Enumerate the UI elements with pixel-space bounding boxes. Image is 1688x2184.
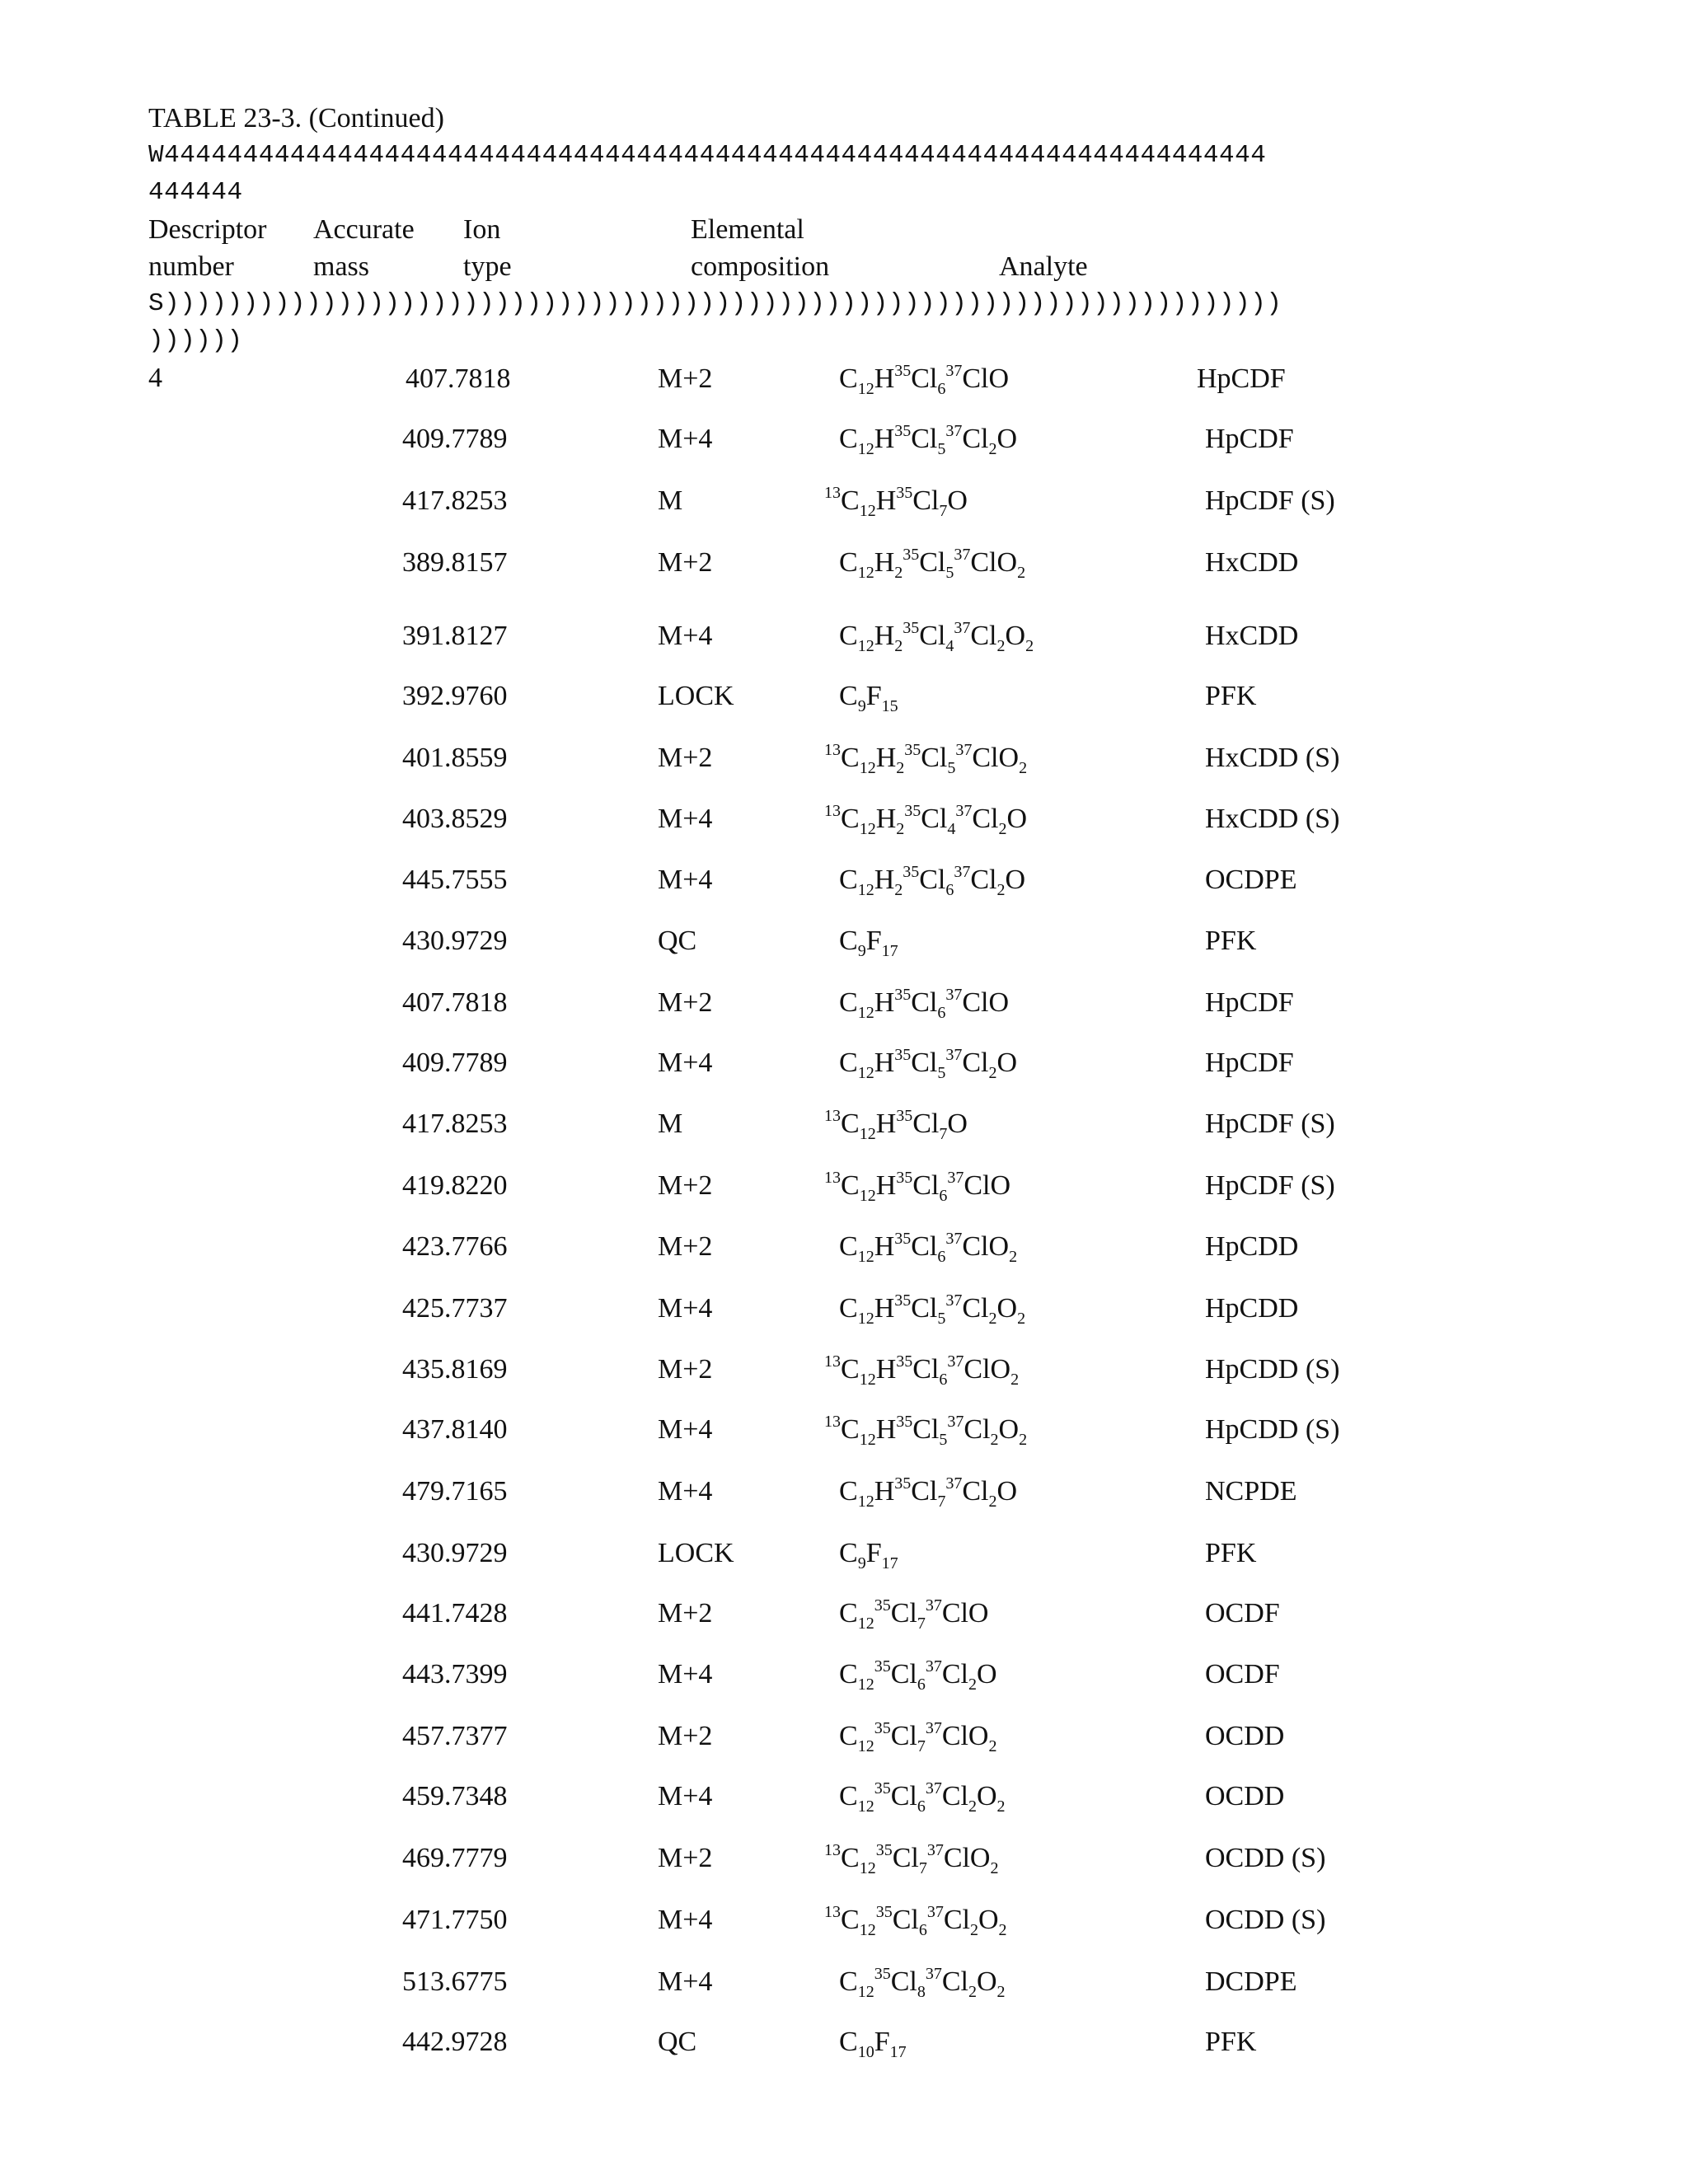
ion-type-cell: M+4 — [658, 424, 713, 454]
accurate-mass-cell: 443.7399 — [402, 1659, 508, 1690]
accurate-mass-cell: 425.7737 — [402, 1293, 508, 1324]
table-row — [0, 620, 1688, 656]
accurate-mass-cell: 479.7165 — [402, 1476, 508, 1507]
ion-type-cell: M+2 — [658, 1354, 713, 1385]
table-row — [0, 1292, 1688, 1329]
elemental-composition-cell: $C_{12}H^{35}Cl_6^{37}ClO$ — [839, 986, 1010, 1022]
ion-type-cell: M+2 — [658, 363, 713, 394]
ion-type-cell: M+4 — [658, 1966, 713, 1997]
table-row — [0, 1230, 1688, 1267]
table-row — [0, 1169, 1688, 1206]
ion-type-cell: LOCK — [658, 681, 734, 711]
elemental-composition-cell: $C_9F_{17}$ — [839, 926, 898, 960]
accurate-mass-cell: 471.7750 — [402, 1905, 508, 1935]
elemental-composition-cell: $^{13}C_{12}H^{35}Cl_5^{37}Cl_2O_2$ — [824, 1413, 1028, 1449]
elemental-composition-cell: $C_{12}H^{35}Cl_6^{37}ClO$ — [839, 362, 1010, 398]
elemental-composition-cell: $^{13}C_{12}^{35}Cl_6^{37}Cl_2O_2$ — [824, 1903, 1007, 1939]
accurate-mass-cell: 403.8529 — [402, 804, 508, 834]
analyte-cell: OCDD (S) — [1205, 1905, 1326, 1935]
elemental-composition-cell: $^{13}C_{12}H^{35}Cl_6^{37}ClO$ — [824, 1169, 1011, 1205]
descriptor-number: 4 — [148, 363, 162, 393]
analyte-cell: HpCDF — [1205, 1047, 1294, 1078]
ion-type-cell: M+4 — [658, 1293, 713, 1324]
analyte-cell: HpCDD (S) — [1205, 1414, 1340, 1445]
header-number: number — [148, 251, 234, 282]
elemental-composition-cell: $^{13}C_{12}H^{35}Cl_7O$ — [824, 1107, 968, 1143]
analyte-cell: OCDD — [1205, 1781, 1285, 1811]
table-row — [0, 803, 1688, 839]
ion-type-cell: M+4 — [658, 1659, 713, 1690]
ion-type-cell: M+4 — [658, 1047, 713, 1078]
ion-type-cell: QC — [658, 926, 697, 956]
analyte-cell: OCDD (S) — [1205, 1843, 1326, 1873]
analyte-cell: HpCDF — [1197, 363, 1286, 394]
accurate-mass-cell: 389.8157 — [402, 547, 508, 578]
table-row — [0, 423, 1688, 459]
table-row — [0, 2026, 1688, 2062]
ion-type-cell: M+4 — [658, 1905, 713, 1935]
analyte-cell: HpCDF (S) — [1205, 1108, 1335, 1139]
table-row — [0, 485, 1688, 521]
table-row — [0, 864, 1688, 900]
accurate-mass-cell: 442.9728 — [402, 2027, 508, 2057]
table-row — [0, 1597, 1688, 1633]
header-composition: composition — [691, 251, 830, 282]
ion-type-cell: QC — [658, 2027, 697, 2057]
table-row — [0, 925, 1688, 961]
elemental-composition-cell: $C_{12}H^{35}Cl_5^{37}Cl_2O$ — [839, 422, 1018, 458]
elemental-composition-cell: $^{13}C_{12}H^{35}Cl_6^{37}ClO_2$ — [824, 1352, 1020, 1389]
mid-rule-line-1: S))))))))))))))))))))))))))))))))))))))))))))))))))))))))))))))))))))))) — [148, 289, 1282, 318]
ion-type-cell: M+4 — [658, 621, 713, 651]
analyte-cell: PFK — [1205, 681, 1257, 711]
ion-type-cell: LOCK — [658, 1538, 734, 1568]
ion-type-cell: M+2 — [658, 743, 713, 773]
table-row — [0, 1413, 1688, 1450]
elemental-composition-cell: $C_{12}^{35}Cl_6^{37}Cl_2O_2$ — [839, 1779, 1006, 1816]
analyte-cell: OCDD — [1205, 1721, 1285, 1751]
elemental-composition-cell: $C_{12}H^{35}Cl_5^{37}Cl_2O_2$ — [839, 1291, 1026, 1328]
table-row — [0, 742, 1688, 778]
accurate-mass-cell: 469.7779 — [402, 1843, 508, 1873]
accurate-mass-cell: 441.7428 — [402, 1598, 508, 1629]
analyte-cell: HpCDD (S) — [1205, 1354, 1340, 1385]
elemental-composition-cell: $C_{12}^{35}Cl_7^{37}ClO$ — [839, 1596, 989, 1633]
ion-type-cell: M+2 — [658, 1843, 713, 1873]
table-row — [0, 1842, 1688, 1878]
elemental-composition-cell: $^{13}C_{12}^{35}Cl_7^{37}ClO_2$ — [824, 1841, 999, 1877]
header-elemental: Elemental — [691, 214, 804, 245]
accurate-mass-cell: 430.9729 — [402, 1538, 508, 1568]
ion-type-cell: M+4 — [658, 804, 713, 834]
accurate-mass-cell: 423.7766 — [402, 1231, 508, 1262]
analyte-cell: OCDF — [1205, 1659, 1280, 1690]
analyte-cell: HpCDF — [1205, 987, 1294, 1018]
analyte-cell: PFK — [1205, 926, 1257, 956]
analyte-cell: PFK — [1205, 1538, 1257, 1568]
analyte-cell: HpCDF — [1205, 424, 1294, 454]
ion-type-cell: M+4 — [658, 1414, 713, 1445]
elemental-composition-cell: $C_{12}^{35}Cl_6^{37}Cl_2O$ — [839, 1657, 997, 1694]
ion-type-cell: M+2 — [658, 547, 713, 578]
elemental-composition-cell: $^{13}C_{12}H_2^{35}Cl_4^{37}Cl_2O$ — [824, 802, 1028, 838]
table-title: TABLE 23-3. (Continued) — [148, 103, 444, 134]
header-accurate: Accurate — [313, 214, 415, 245]
table-row — [0, 1780, 1688, 1816]
elemental-composition-cell: $C_{10}F_{17}$ — [839, 2027, 907, 2061]
analyte-cell: HpCDF (S) — [1205, 1170, 1335, 1201]
table-row — [0, 363, 1688, 399]
elemental-composition-cell: $C_{12}H^{35}Cl_5^{37}Cl_2O$ — [839, 1046, 1018, 1082]
table-row — [0, 546, 1688, 583]
accurate-mass-cell: 417.8253 — [402, 1108, 508, 1139]
table-row — [0, 1108, 1688, 1144]
elemental-composition-cell: $C_{12}H_2^{35}Cl_4^{37}Cl_2O_2$ — [839, 619, 1034, 655]
analyte-cell: HxCDD (S) — [1205, 804, 1340, 834]
ion-type-cell: M+2 — [658, 1170, 713, 1201]
accurate-mass-cell: 437.8140 — [402, 1414, 508, 1445]
analyte-cell: DCDPE — [1205, 1966, 1297, 1997]
ion-type-cell: M — [658, 485, 683, 516]
accurate-mass-cell: 417.8253 — [402, 485, 508, 516]
accurate-mass-cell: 392.9760 — [402, 681, 508, 711]
elemental-composition-cell: $C_{12}H^{35}Cl_7^{37}Cl_2O$ — [839, 1474, 1018, 1511]
elemental-composition-cell: $C_9F_{15}$ — [839, 681, 898, 715]
top-rule-line-2: 444444 — [148, 178, 243, 207]
ion-type-cell: M — [658, 1108, 683, 1139]
accurate-mass-cell: 459.7348 — [402, 1781, 508, 1811]
table-row — [0, 680, 1688, 716]
elemental-composition-cell: $C_{12}^{35}Cl_7^{37}ClO_2$ — [839, 1719, 997, 1755]
ion-type-cell: M+4 — [658, 1781, 713, 1811]
elemental-composition-cell: $C_{12}^{35}Cl_8^{37}Cl_2O_2$ — [839, 1965, 1006, 2001]
elemental-composition-cell: $C_9F_{17}$ — [839, 1538, 898, 1572]
table-row — [0, 1658, 1688, 1694]
table-row — [0, 1904, 1688, 1940]
accurate-mass-cell: 407.7818 — [406, 363, 511, 394]
analyte-cell: PFK — [1205, 2027, 1257, 2057]
mid-rule-line-2: )))))) — [148, 326, 243, 355]
analyte-cell: NCPDE — [1205, 1476, 1297, 1507]
accurate-mass-cell: 513.6775 — [402, 1966, 508, 1997]
analyte-cell: HxCDD (S) — [1205, 743, 1340, 773]
table-row — [0, 1353, 1688, 1390]
header-type: type — [463, 251, 512, 282]
header-descriptor: Descriptor — [148, 214, 267, 245]
ion-type-cell: M+4 — [658, 1476, 713, 1507]
analyte-cell: HxCDD — [1205, 547, 1299, 578]
ion-type-cell: M+2 — [658, 1598, 713, 1629]
analyte-cell: OCDPE — [1205, 865, 1297, 895]
table-row — [0, 1537, 1688, 1573]
elemental-composition-cell: $C_{12}H_2^{35}Cl_6^{37}Cl_2O$ — [839, 863, 1026, 899]
accurate-mass-cell: 401.8559 — [402, 743, 508, 773]
table-row — [0, 1966, 1688, 2002]
elemental-composition-cell: $^{13}C_{12}H_2^{35}Cl_5^{37}ClO_2$ — [824, 741, 1028, 777]
accurate-mass-cell: 445.7555 — [402, 865, 508, 895]
accurate-mass-cell: 435.8169 — [402, 1354, 508, 1385]
header-mass: mass — [313, 251, 369, 282]
analyte-cell: HpCDD — [1205, 1231, 1299, 1262]
accurate-mass-cell: 407.7818 — [402, 987, 508, 1018]
ion-type-cell: M+2 — [658, 1231, 713, 1262]
table-row — [0, 1475, 1688, 1511]
header-analyte: Analyte — [999, 251, 1088, 282]
accurate-mass-cell: 391.8127 — [402, 621, 508, 651]
ion-type-cell: M+2 — [658, 987, 713, 1018]
accurate-mass-cell: 457.7377 — [402, 1721, 508, 1751]
table-row — [0, 1047, 1688, 1083]
ion-type-cell: M+2 — [658, 1721, 713, 1751]
accurate-mass-cell: 430.9729 — [402, 926, 508, 956]
ion-type-cell: M+4 — [658, 865, 713, 895]
analyte-cell: HpCDD — [1205, 1293, 1299, 1324]
table-row — [0, 987, 1688, 1023]
accurate-mass-cell: 419.8220 — [402, 1170, 508, 1201]
accurate-mass-cell: 409.7789 — [402, 424, 508, 454]
top-rule-line-1: W4444444444444444444444444444444444444444444444444444444444444444444444 — [148, 141, 1267, 170]
elemental-composition-cell: $C_{12}H^{35}Cl_6^{37}ClO_2$ — [839, 1230, 1018, 1266]
header-ion: Ion — [463, 214, 501, 245]
analyte-cell: OCDF — [1205, 1598, 1280, 1629]
elemental-composition-cell: $^{13}C_{12}H^{35}Cl_7O$ — [824, 484, 968, 520]
table-row — [0, 1720, 1688, 1756]
accurate-mass-cell: 409.7789 — [402, 1047, 508, 1078]
analyte-cell: HxCDD — [1205, 621, 1299, 651]
analyte-cell: HpCDF (S) — [1205, 485, 1335, 516]
elemental-composition-cell: $C_{12}H_2^{35}Cl_5^{37}ClO_2$ — [839, 546, 1026, 582]
